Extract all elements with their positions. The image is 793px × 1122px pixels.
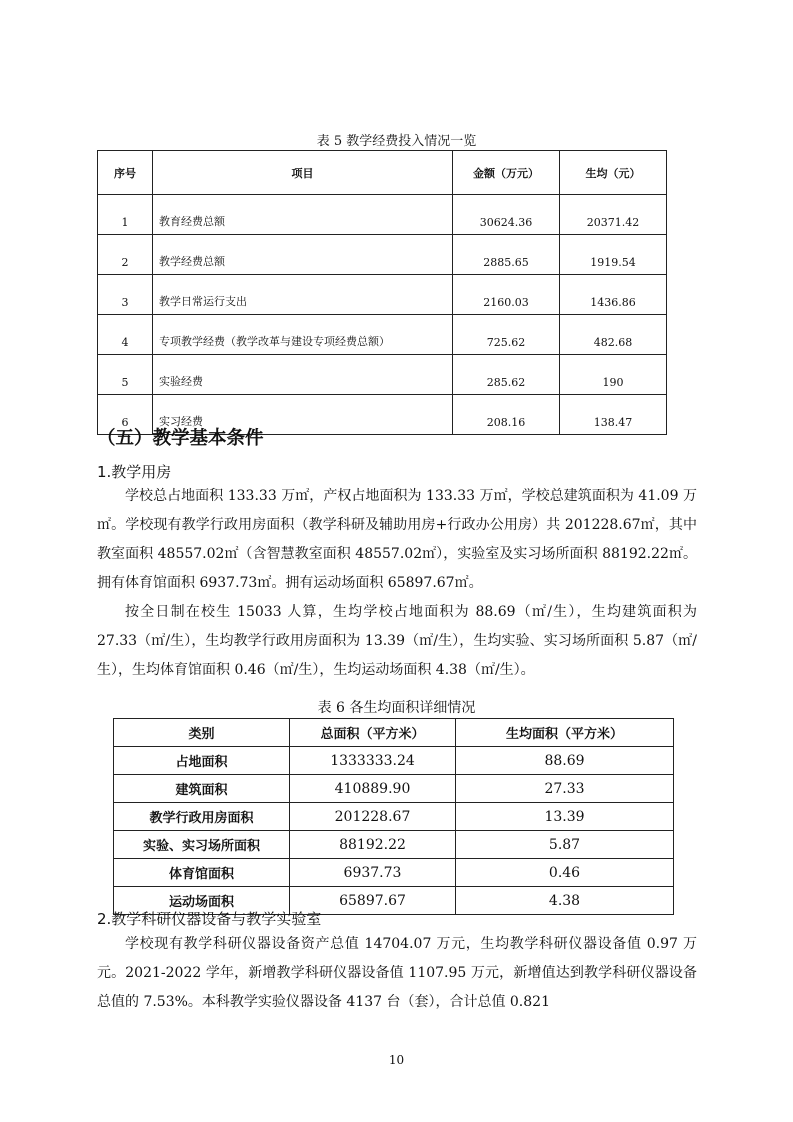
table5-cell-per-student: 138.47	[560, 395, 667, 435]
table5-cell-no: 2	[98, 235, 153, 275]
table5-cell-no: 5	[98, 355, 153, 395]
table5-header-amount: 金额（万元）	[453, 151, 560, 195]
table6-cell-total: 65897.67	[290, 887, 456, 915]
table5-cell-item: 教育经费总额	[153, 195, 453, 235]
table6	[113, 718, 674, 915]
table5-cell-per-student: 190	[560, 355, 667, 395]
table5-cell-item: 实验经费	[153, 355, 453, 395]
table5-caption: 表 5 教学经费投入情况一览	[316, 134, 477, 149]
table5-cell-no: 3	[98, 275, 153, 315]
table-row	[114, 747, 674, 775]
table5-header-row	[98, 151, 667, 195]
table6-cell-category: 运动场面积	[114, 887, 290, 915]
table-row	[98, 355, 667, 395]
table-row	[98, 315, 667, 355]
table5-header-per-student: 生均（元）	[560, 151, 667, 195]
table5-cell-per-student: 20371.42	[560, 195, 667, 235]
table5-cell-no: 1	[98, 195, 153, 235]
table-row	[98, 275, 667, 315]
table6-cell-category: 实验、实习场所面积	[114, 831, 290, 859]
subsection-title-equipment: 2.教学科研仪器设备与教学实验室	[97, 910, 322, 928]
table-row	[98, 195, 667, 235]
table6-caption: 表 6 各生均面积详细情况	[317, 700, 476, 716]
table5-cell-amount: 30624.36	[453, 195, 560, 235]
table6-header-per-student: 生均面积（平方米）	[456, 719, 674, 747]
table6-cell-per-student: 5.87	[456, 831, 674, 859]
table6-header-row	[114, 719, 674, 747]
table6-cell-per-student: 27.33	[456, 775, 674, 803]
table5-cell-per-student: 482.68	[560, 315, 667, 355]
table5-cell-item: 实习经费	[153, 395, 453, 435]
table6-cell-total: 88192.22	[290, 831, 456, 859]
paragraph-group-classrooms	[97, 482, 697, 685]
table6-cell-total: 410889.90	[290, 775, 456, 803]
table6-cell-category: 占地面积	[114, 747, 290, 775]
table5-header-no: 序号	[98, 151, 153, 195]
table5-cell-no: 4	[98, 315, 153, 355]
page-number: 10	[388, 1053, 405, 1067]
table5-cell-item: 专项教学经费（教学改革与建设专项经费总额）	[153, 315, 453, 355]
table5-cell-per-student: 1436.86	[560, 275, 667, 315]
table6-cell-per-student: 0.46	[456, 859, 674, 887]
table5-cell-amount: 208.16	[453, 395, 560, 435]
table-row	[114, 775, 674, 803]
table6-cell-category: 建筑面积	[114, 775, 290, 803]
paragraph: 学校现有教学科研仪器设备资产总值 14704.07 万元，生均教学科研仪器设备值 0.97 万元。2021-2022 学年，新增教学科研仪器设备值 1107.95 万元，新增值达到教学科研仪器设备总值的 7.53%。本科教学实验仪器设备 4137 台（套），合计总值 0.821	[97, 936, 697, 1010]
paragraph: 按全日制在校生 15033 人算，生均学校占地面积为 88.69（㎡/生），生均建筑面积为 27.33（㎡/生），生均教学行政用房面积为 13.39（㎡/生），生均实验、实习场所面积 5.87（㎡/生），生均体育馆面积 0.46（㎡/生），生均运动场面积 4.38（㎡/生）。	[97, 604, 697, 678]
table6-cell-total: 6937.73	[290, 859, 456, 887]
table6-cell-total: 201228.67	[290, 803, 456, 831]
table-row	[114, 803, 674, 831]
table6-cell-category: 教学行政用房面积	[114, 803, 290, 831]
table6-cell-per-student: 4.38	[456, 887, 674, 915]
table5-cell-item: 教学经费总额	[153, 235, 453, 275]
table6-cell-category: 体育馆面积	[114, 859, 290, 887]
paragraph-group-equipment	[97, 930, 697, 1017]
table6-cell-per-student: 13.39	[456, 803, 674, 831]
table5-cell-amount: 2885.65	[453, 235, 560, 275]
table-row	[114, 831, 674, 859]
table6-header-total: 总面积（平方米）	[290, 719, 456, 747]
table5-cell-item: 教学日常运行支出	[153, 275, 453, 315]
table-row	[98, 235, 667, 275]
section-title: （五）教学基本条件	[97, 428, 264, 449]
table5-cell-amount: 725.62	[453, 315, 560, 355]
table5	[97, 150, 667, 435]
table5-header-item: 项目	[153, 151, 453, 195]
table5-cell-per-student: 1919.54	[560, 235, 667, 275]
table6-cell-per-student: 88.69	[456, 747, 674, 775]
table5-cell-amount: 2160.03	[453, 275, 560, 315]
table6-cell-total: 1333333.24	[290, 747, 456, 775]
subsection-title-classrooms: 1.教学用房	[97, 463, 172, 481]
table5-cell-amount: 285.62	[453, 355, 560, 395]
table5-cell-no: 6	[98, 395, 153, 435]
table6-header-category: 类别	[114, 719, 290, 747]
paragraph: 学校总占地面积 133.33 万㎡，产权占地面积为 133.33 万㎡，学校总建筑面积为 41.09 万㎡。学校现有教学行政用房面积（教学科研及辅助用房+行政办公用房）共 201228.67㎡，其中教室面积 48557.02㎡（含智慧教室面积 48557.02㎡），实验室及实习场所面积 88192.22㎡。拥有体育馆面积 6937.73㎡。拥有运动场面积 65897.67㎡。	[97, 488, 697, 591]
table-row	[114, 859, 674, 887]
